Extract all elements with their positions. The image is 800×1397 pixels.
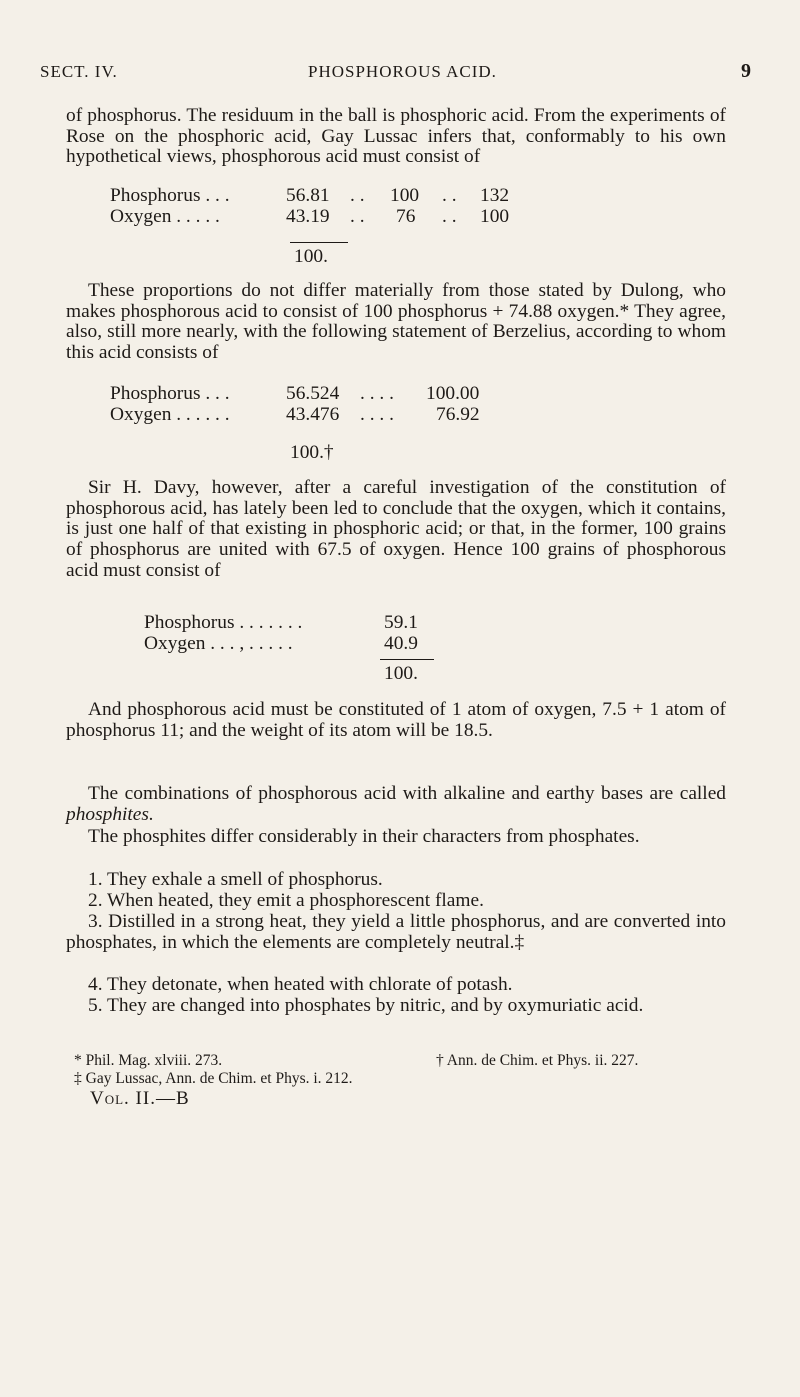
table-leader: . . . . [360, 383, 394, 404]
table-leader: . . . . [360, 404, 394, 425]
list-item: 5. They are changed into phosphates by nitric, and by oxymuriatic acid. [88, 995, 644, 1016]
table-row [110, 384, 650, 405]
footnote-1: * Phil. Mag. xlviii. 273. [74, 1052, 223, 1069]
table-value: 100.00 [426, 383, 480, 404]
table-leader: . . [350, 206, 365, 227]
footnote-2: † Ann. de Chim. et Phys. ii. 227. [436, 1052, 639, 1069]
table-row [110, 405, 650, 426]
table-leader: . . [442, 185, 457, 206]
sum-rule [380, 659, 434, 660]
table-row [110, 207, 630, 228]
sum-rule [290, 242, 348, 243]
table-value: 132 [480, 185, 510, 206]
italic-term: phosphites. [66, 803, 154, 825]
composition-table-2 [110, 384, 650, 426]
list-item: 1. They exhale a smell of phosphorus. [88, 869, 383, 890]
table-label: Oxygen . . . . . . [110, 404, 230, 425]
table-total: 100. [384, 663, 418, 684]
table-value: 56.524 [286, 383, 340, 404]
table-leader: . . [350, 185, 365, 206]
table-value: 40.9 [384, 633, 418, 654]
table-row [144, 634, 544, 655]
list-item: 3. Distilled in a strong heat, they yield a little phosphorus, and are converted into phosphates, in which the elements are completely neutral.‡ [66, 911, 726, 953]
paragraph-3: Sir H. Davy, however, after a careful investigation of the constitution of phosphorous acid, has lately been led to conclude that the oxygen, which it contains, is just one half of that existing in phosphoric acid; or that, in the former, 100 grains of phosphorus are united with 67.5 of oxygen. Hence 100 grains of phosphorous acid must consist of [66, 477, 726, 581]
list-item: 4. They detonate, when heated with chlorate of potash. [88, 974, 513, 995]
composition-table-1 [110, 186, 630, 228]
table-label: Oxygen . . . , . . . . . [144, 633, 293, 654]
table-row [110, 186, 630, 207]
table-value: 43.19 [286, 206, 330, 227]
table-label: Oxygen . . . . . [110, 206, 220, 227]
table-total: 100. [294, 246, 328, 267]
paragraph-5 [66, 784, 726, 825]
table-value: 56.81 [286, 185, 330, 206]
table-label: Phosphorus . . . [110, 185, 230, 206]
paragraph-6: The phosphites differ considerably in their characters from phosphates. [88, 826, 640, 847]
table-label: Phosphorus . . . [110, 383, 230, 404]
table-value: 59.1 [384, 612, 418, 633]
paragraph-5-text: The combinations of phosphorous acid with alkaline and earthy bases are called [88, 783, 726, 804]
running-header [40, 62, 780, 92]
table-row [144, 613, 544, 634]
paragraph-2: These proportions do not differ materially from those stated by Dulong, who makes phosphorous acid to consist of 100 phosphorus + 74.88 oxygen.* They agree, also, still more nearly, with the following statement of Berzelius, according to whom this acid consists of [66, 280, 726, 364]
composition-table-3 [144, 613, 544, 655]
table-label: Phosphorus . . . . . . . [144, 612, 303, 633]
page-number: 9 [741, 60, 752, 82]
table-value: 100 [480, 206, 510, 227]
table-total: 100.† [290, 442, 334, 463]
signature-mark: Vol. II.—B [90, 1088, 190, 1109]
table-value: 76 [396, 206, 416, 227]
section-label: SECT. IV. [40, 62, 118, 81]
table-value: 76.92 [436, 404, 480, 425]
table-value: 43.476 [286, 404, 340, 425]
table-leader: . . [442, 206, 457, 227]
paragraph-1: of phosphorus. The residuum in the ball is phosphoric acid. From the experiments of Rose on the phosphoric acid, Gay Lussac infers that, conformably to his own hypothetical views, phosphorous acid must consist of [66, 105, 726, 168]
table-value: 100 [390, 185, 420, 206]
list-item: 2. When heated, they emit a phosphorescent flame. [88, 890, 484, 911]
running-title: PHOSPHOROUS ACID. [308, 62, 497, 81]
footnote-3: ‡ Gay Lussac, Ann. de Chim. et Phys. i. 212. [74, 1070, 353, 1087]
paragraph-4: And phosphorous acid must be constituted of 1 atom of oxygen, 7.5 + 1 atom of phosphorus 11; and the weight of its atom will be 18.5. [66, 699, 726, 741]
